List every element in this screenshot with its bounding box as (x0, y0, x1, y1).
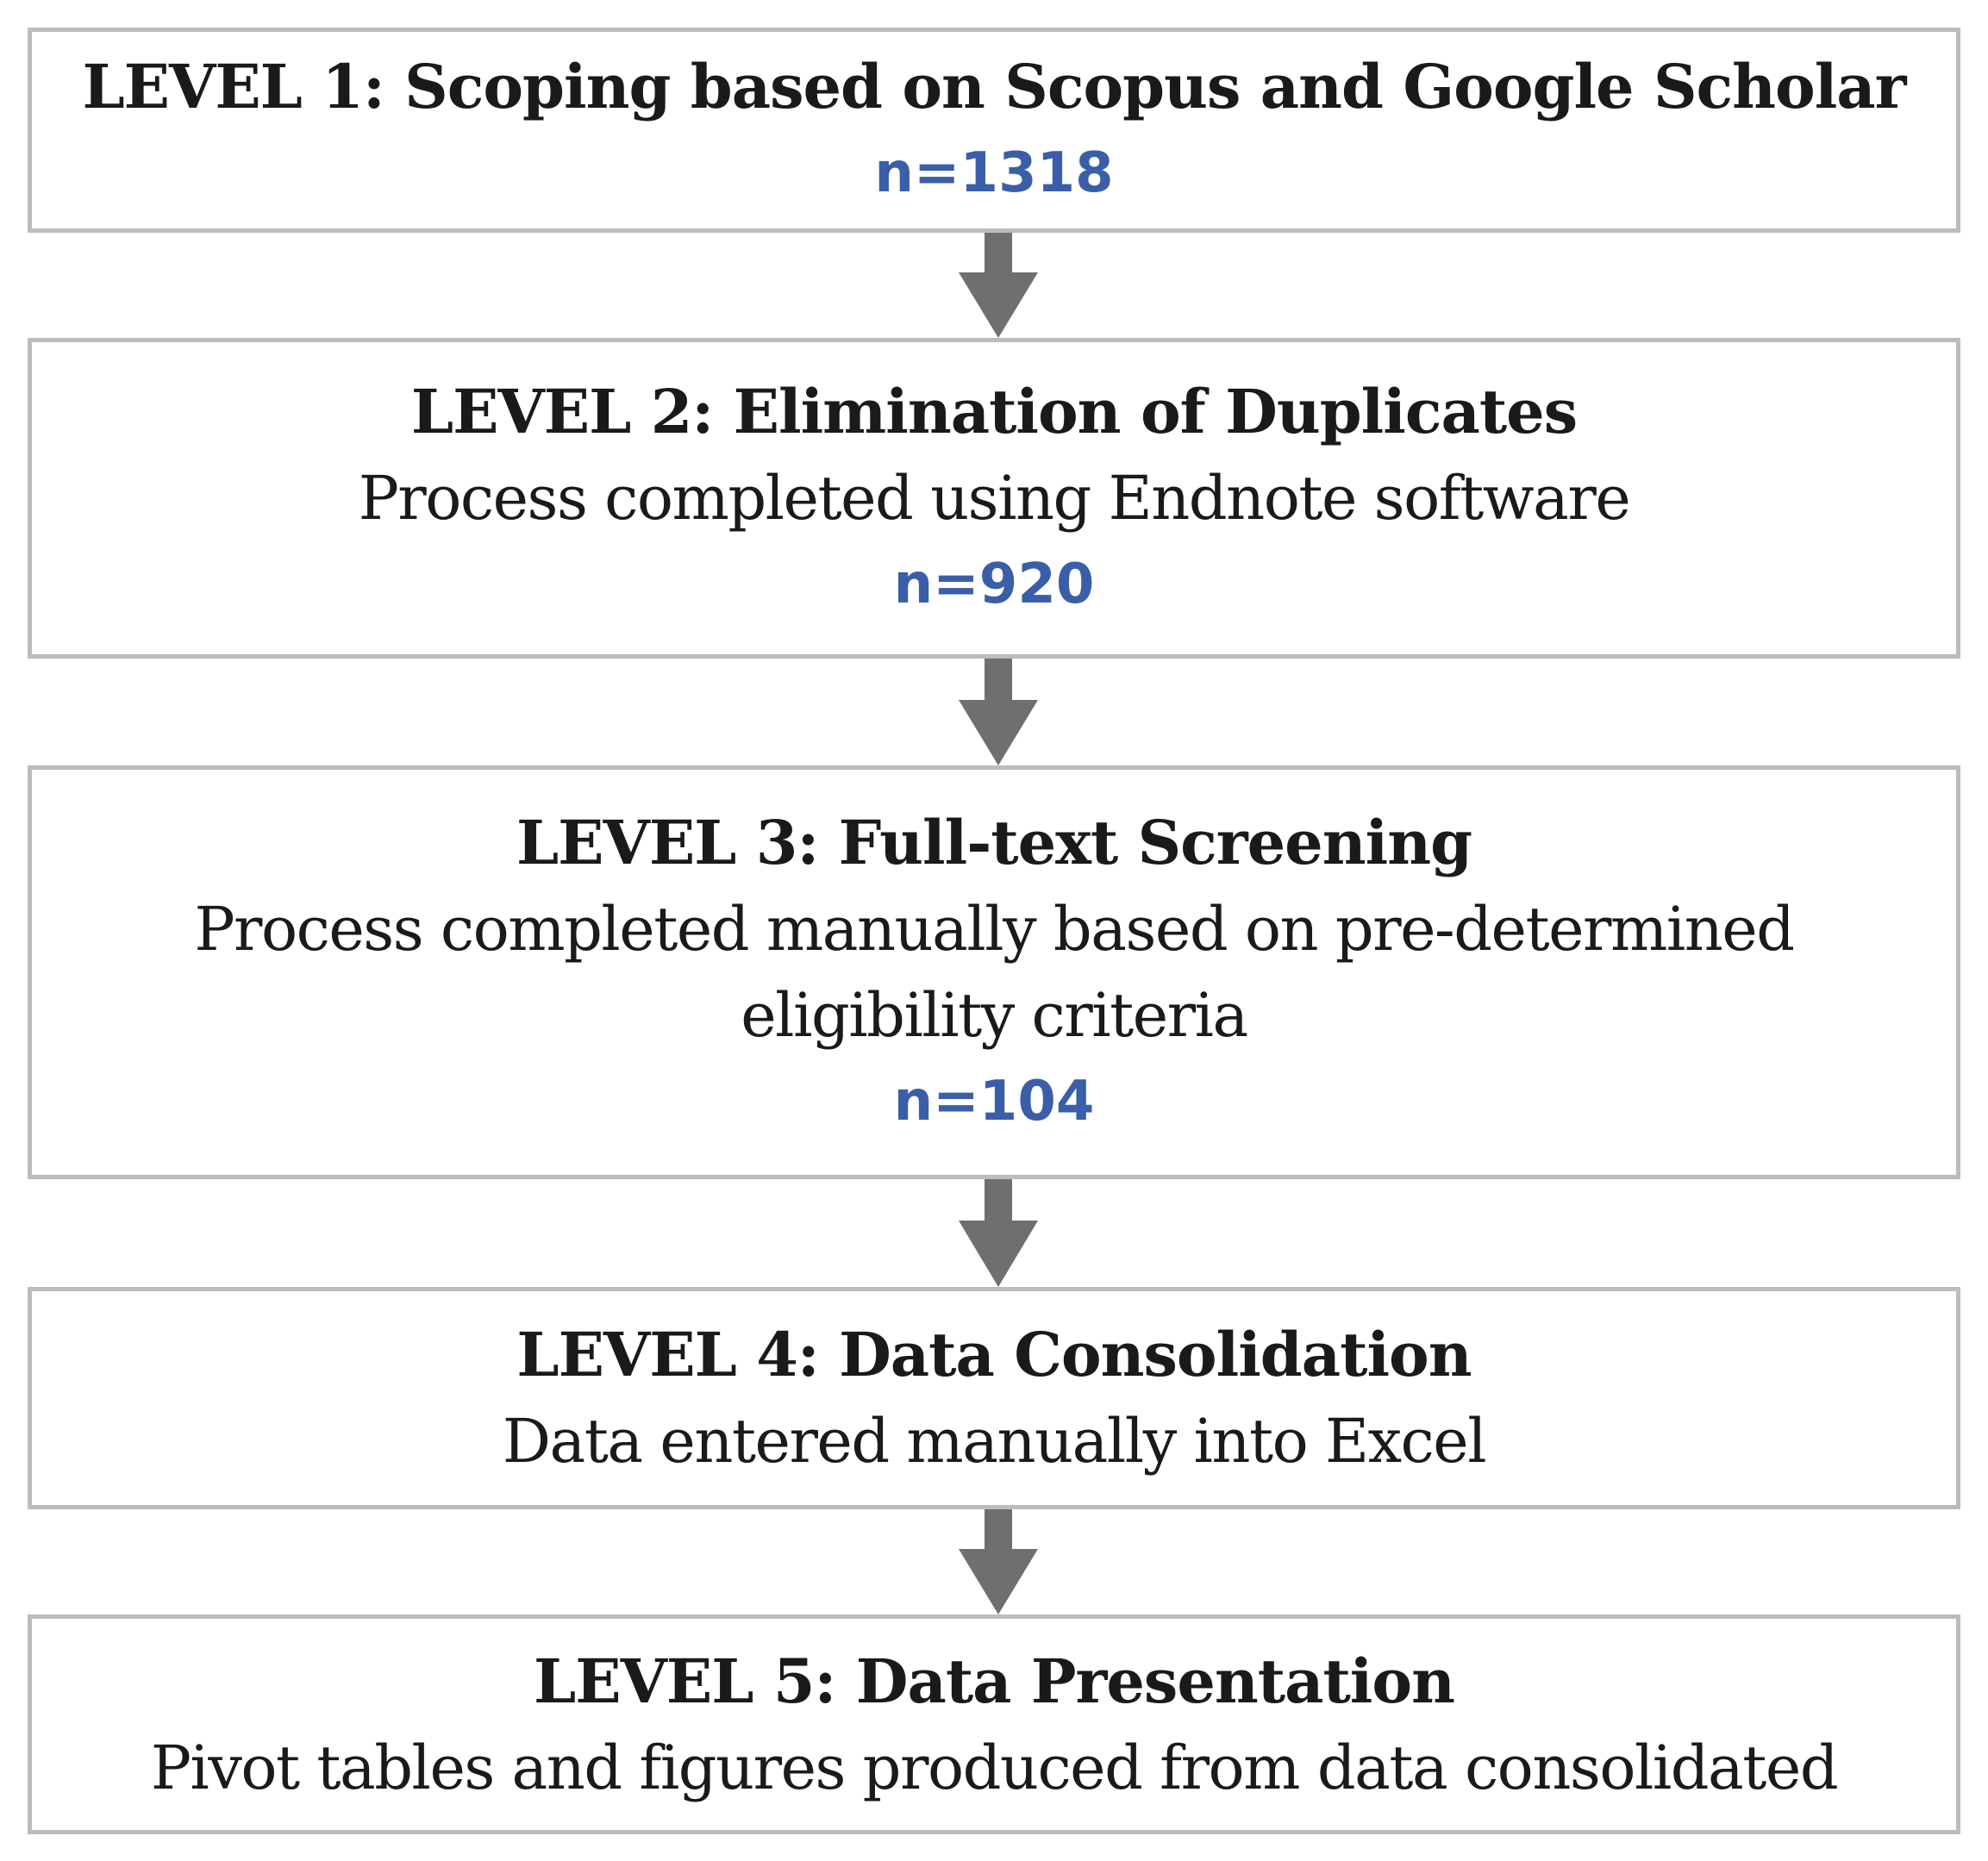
down-arrow-icon (955, 233, 1041, 338)
level-2-description: Process completed using Endnote software (358, 463, 1630, 534)
level-1-title: LEVEL 1: Scoping based on Scopus and Google Scholar (82, 51, 1906, 122)
level-3-box (28, 765, 1960, 1179)
level-1-box (28, 28, 1960, 233)
level-5-title: LEVEL 5: Data Presentation (534, 1645, 1454, 1717)
level-3-description-line-2: eligibility criteria (741, 980, 1247, 1051)
level-1-count: n=1318 (874, 141, 1114, 205)
level-2-box (28, 338, 1960, 659)
level-3-count: n=104 (893, 1070, 1095, 1133)
level-3-description-line-1: Process completed manually based on pre-determined (194, 894, 1794, 965)
down-arrow-icon (955, 1179, 1041, 1287)
level-5-box (28, 1614, 1960, 1834)
down-arrow-icon (955, 659, 1041, 765)
level-2-title: LEVEL 2: Elimination of Duplicates (410, 376, 1578, 447)
level-5-description: Pivot tables and figures produced from data consolidated (150, 1732, 1838, 1803)
down-arrow-icon (955, 1509, 1041, 1614)
level-4-title: LEVEL 4: Data Consolidation (516, 1319, 1472, 1390)
level-2-count: n=920 (893, 553, 1095, 616)
level-4-box (28, 1287, 1960, 1509)
level-4-description: Data entered manually into Excel (502, 1406, 1486, 1477)
level-3-title: LEVEL 3: Full-text Screening (516, 807, 1472, 878)
